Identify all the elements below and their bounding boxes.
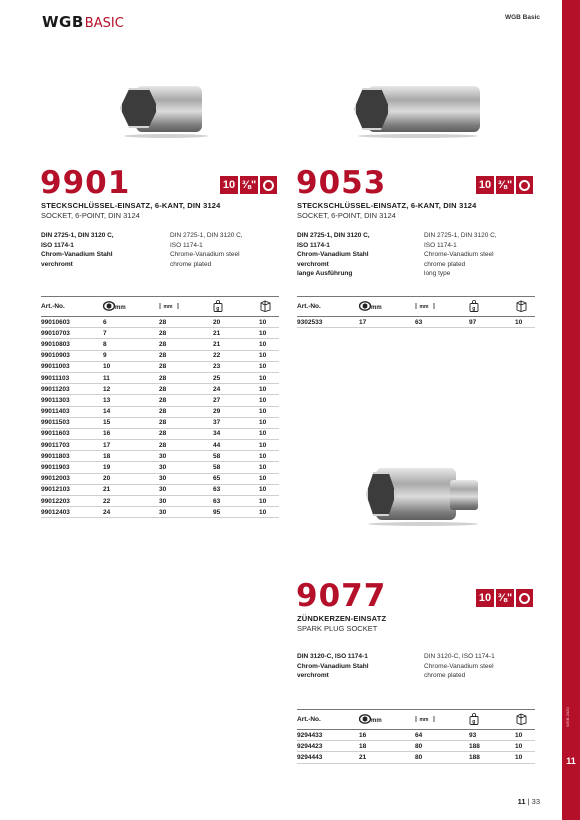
spec-line: DIN 3120-C, ISO 1174-1: [424, 653, 495, 660]
table-cell: 10: [259, 451, 279, 462]
table-row: [297, 317, 535, 328]
weight-icon: [213, 300, 223, 314]
product-photo-9077: [364, 464, 484, 528]
table-cell: 21: [213, 339, 259, 350]
table-header-row: [297, 297, 535, 317]
table-cell: 23: [213, 361, 259, 372]
table-cell: 93: [469, 730, 515, 741]
specs-de-9053: [297, 231, 370, 279]
col-length: [415, 297, 469, 317]
table-cell: 63: [213, 496, 259, 507]
table-cell: 80: [415, 741, 469, 752]
table-cell: 99011303: [41, 395, 103, 406]
spec-line: ISO 1174-1: [41, 241, 74, 249]
svg-text:g: g: [472, 718, 476, 725]
table-cell: 10: [103, 361, 159, 372]
table-header-row: [297, 710, 535, 730]
table-row: [41, 451, 279, 462]
table-cell: 20: [103, 473, 159, 484]
spec-line: Chrome-Vanadium steel: [424, 662, 494, 670]
table-cell: 65: [213, 473, 259, 484]
spec-line: Chrom-Vanadium Stahl: [41, 251, 113, 259]
socket-size-icon: [359, 714, 383, 726]
spec-line: Chrome-Vanadium steel: [170, 251, 240, 259]
spec-line: chrome plated: [170, 260, 212, 268]
table-cell: 28: [159, 339, 213, 350]
product-table-9901: [41, 296, 279, 518]
table-cell: 24: [213, 384, 259, 395]
svg-text:mm: mm: [163, 303, 173, 310]
weight-icon: [469, 300, 479, 314]
product-photo-9053: [352, 80, 482, 140]
table-row: [297, 730, 535, 741]
table-row: [41, 328, 279, 339]
socket-size-icon: [359, 301, 383, 313]
spec-line: Chrom-Vanadium Stahl: [297, 662, 369, 670]
svg-text:g: g: [472, 305, 476, 312]
table-cell: 99011003: [41, 361, 103, 372]
table-cell: 80: [415, 752, 469, 763]
table-cell: 28: [159, 317, 213, 328]
page-total: 33: [531, 797, 540, 806]
chapter-sidebar: [562, 0, 580, 820]
table-cell: 17: [359, 317, 415, 328]
product-subtitle-9901: SOCKET, 6-POINT, DIN 3124: [41, 211, 140, 220]
table-row: [41, 317, 279, 328]
table-row: [41, 339, 279, 350]
col-pack: [515, 297, 535, 317]
table-row: [41, 417, 279, 428]
table-cell: 21: [213, 328, 259, 339]
specs-de-9077: [297, 652, 369, 681]
col-art-no: Art.-No.: [41, 297, 103, 317]
spec-line: DIN 2725-1, DIN 3120 C,: [297, 232, 370, 239]
table-cell: 97: [469, 317, 515, 328]
table-cell: 10: [259, 372, 279, 383]
table-row: [41, 473, 279, 484]
spec-line: Chrom-Vanadium Stahl: [297, 251, 369, 259]
svg-text:mm: mm: [115, 304, 126, 311]
table-cell: 63: [213, 484, 259, 495]
col-size: [103, 297, 159, 317]
logo-sub-text: BASIC: [84, 16, 124, 31]
table-row: [41, 496, 279, 507]
table-cell: 10: [259, 484, 279, 495]
col-length: [159, 297, 213, 317]
table-cell: 10: [515, 741, 535, 752]
col-size: [359, 710, 415, 730]
specs-en-9053: [424, 231, 497, 279]
page-number: 11: [517, 797, 526, 806]
table-row: [41, 484, 279, 495]
svg-text:mm: mm: [419, 303, 429, 310]
table-cell: 9294443: [297, 752, 359, 763]
table-cell: 22: [103, 496, 159, 507]
table-cell: 30: [159, 473, 213, 484]
table-cell: 19: [103, 462, 159, 473]
table-row: [41, 350, 279, 361]
table-cell: 28: [159, 440, 213, 451]
table-cell: 18: [359, 741, 415, 752]
table-cell: 8: [103, 339, 159, 350]
table-cell: 99010703: [41, 328, 103, 339]
col-length: [415, 710, 469, 730]
svg-text:mm: mm: [419, 716, 429, 723]
table-cell: 28: [159, 350, 213, 361]
table-cell: 99011403: [41, 406, 103, 417]
spec-line: lange Ausführung: [297, 270, 353, 278]
table-cell: 9: [103, 350, 159, 361]
specs-en-9901: [170, 231, 243, 269]
table-cell: 10: [259, 417, 279, 428]
table-cell: 10: [259, 406, 279, 417]
spec-line: chrome plated: [424, 672, 466, 680]
table-cell: 28: [159, 406, 213, 417]
svg-text:g: g: [216, 305, 220, 312]
table-cell: 30: [159, 451, 213, 462]
table-cell: 99012003: [41, 473, 103, 484]
table-cell: 37: [213, 417, 259, 428]
table-cell: 28: [159, 361, 213, 372]
table-cell: 10: [259, 473, 279, 484]
product-table-9077: [297, 709, 535, 764]
spec-line: DIN 2725-1, DIN 3120 C,: [170, 232, 243, 239]
table-cell: 58: [213, 451, 259, 462]
product-photo-9901: [118, 80, 210, 140]
table-cell: 17: [103, 440, 159, 451]
table-cell: 10: [259, 440, 279, 451]
table-cell: 99011503: [41, 417, 103, 428]
table-cell: 21: [103, 484, 159, 495]
table-cell: 30: [159, 462, 213, 473]
table-cell: 44: [213, 440, 259, 451]
table-row: [41, 462, 279, 473]
spec-line: Chrome-Vanadium steel: [424, 251, 494, 259]
table-cell: 18: [103, 451, 159, 462]
col-pack: [515, 710, 535, 730]
table-cell: 99011203: [41, 384, 103, 395]
table-cell: 99011803: [41, 451, 103, 462]
badge-size: 10: [220, 176, 238, 194]
spec-line: DIN 2725-1, DIN 3120 C,: [424, 232, 497, 239]
badge-fraction: ⅜": [496, 589, 514, 607]
badge-fraction: ⅜": [496, 176, 514, 194]
svg-text:mm: mm: [371, 717, 382, 724]
col-pack: [259, 297, 279, 317]
table-cell: 10: [515, 317, 535, 328]
table-cell: 63: [415, 317, 469, 328]
table-cell: 27: [213, 395, 259, 406]
table-cell: 10: [259, 350, 279, 361]
table-cell: 99012403: [41, 507, 103, 518]
table-row: [41, 372, 279, 383]
product-title-9053: STECKSCHLÜSSEL-EINSATZ, 6-KANT, DIN 3124: [297, 201, 477, 210]
table-cell: 28: [159, 395, 213, 406]
table-cell: 10: [259, 395, 279, 406]
col-art-no: Art.-No.: [297, 710, 359, 730]
table-cell: 15: [103, 417, 159, 428]
table-row: [41, 384, 279, 395]
table-cell: 30: [159, 496, 213, 507]
table-cell: 14: [103, 406, 159, 417]
table-row: [297, 752, 535, 763]
table-cell: 188: [469, 752, 515, 763]
product-number-9077: 9077: [296, 578, 387, 614]
product-subtitle-9053: SOCKET, 6-POINT, DIN 3124: [297, 211, 396, 220]
product-title-9077: ZÜNDKERZEN-EINSATZ: [297, 614, 387, 623]
table-cell: 99011603: [41, 428, 103, 439]
col-size: [359, 297, 415, 317]
table-cell: 28: [159, 384, 213, 395]
table-cell: 10: [259, 339, 279, 350]
product-number-9901: 9901: [40, 165, 131, 201]
col-weight: [213, 297, 259, 317]
table-header-row: [41, 297, 279, 317]
product-table-9053: [297, 296, 535, 328]
table-cell: 10: [515, 730, 535, 741]
table-cell: 6: [103, 317, 159, 328]
hex-socket-icon: [260, 176, 277, 194]
table-cell: 25: [213, 372, 259, 383]
spec-line: ISO 1174-1: [170, 241, 203, 249]
table-cell: 10: [259, 496, 279, 507]
spec-line: ISO 1174-1: [297, 241, 330, 249]
table-cell: 34: [213, 428, 259, 439]
table-cell: 30: [159, 484, 213, 495]
pack-icon: [515, 713, 527, 727]
page-footer: [518, 797, 540, 806]
table-cell: 28: [159, 372, 213, 383]
sidebar-vertical-text: WGB 2020: [565, 707, 570, 727]
table-cell: 9302533: [297, 317, 359, 328]
drive-badge-9053: [476, 176, 533, 194]
drive-badge-9901: [220, 176, 277, 194]
weight-icon: [469, 713, 479, 727]
table-cell: 99012103: [41, 484, 103, 495]
spec-line: ISO 1174-1: [424, 241, 457, 249]
logo-main-text: WGB: [42, 13, 84, 31]
table-cell: 22: [213, 350, 259, 361]
brand-right-label: WGB Basic: [504, 14, 540, 21]
table-cell: 20: [213, 317, 259, 328]
table-cell: 10: [259, 328, 279, 339]
pack-icon: [515, 300, 527, 314]
table-cell: 7: [103, 328, 159, 339]
table-cell: 99010903: [41, 350, 103, 361]
table-cell: 9294423: [297, 741, 359, 752]
drive-badge-9077: [476, 589, 533, 607]
table-cell: 9294433: [297, 730, 359, 741]
product-number-9053: 9053: [296, 165, 387, 201]
table-row: [297, 741, 535, 752]
spec-line: verchromt: [297, 260, 329, 268]
table-cell: 28: [159, 417, 213, 428]
brand-logo: [42, 13, 124, 31]
table-cell: 28: [159, 328, 213, 339]
table-cell: 12: [103, 384, 159, 395]
page-separator: |: [527, 797, 530, 806]
table-cell: 99012203: [41, 496, 103, 507]
length-icon: [415, 302, 435, 312]
col-art-no: Art.-No.: [297, 297, 359, 317]
spec-line: verchromt: [41, 260, 73, 268]
badge-size: 10: [476, 589, 494, 607]
badge-size: 10: [476, 176, 494, 194]
pack-icon: [259, 300, 271, 314]
table-cell: 10: [259, 384, 279, 395]
table-cell: 64: [415, 730, 469, 741]
table-cell: 58: [213, 462, 259, 473]
table-cell: 21: [359, 752, 415, 763]
spec-line: verchromt: [297, 672, 329, 680]
table-row: [41, 428, 279, 439]
table-row: [41, 507, 279, 518]
table-cell: 99011103: [41, 372, 103, 383]
table-row: [41, 440, 279, 451]
badge-fraction: ⅜": [240, 176, 258, 194]
chapter-number: 11: [566, 756, 576, 766]
hex-socket-icon: [516, 176, 533, 194]
table-cell: 99011903: [41, 462, 103, 473]
length-icon: [159, 302, 179, 312]
spec-line: chrome plated: [424, 260, 466, 268]
table-cell: 11: [103, 372, 159, 383]
table-cell: 10: [515, 752, 535, 763]
specs-de-9901: [41, 231, 114, 269]
spec-line: DIN 3120-C, ISO 1174-1: [297, 653, 368, 660]
socket-size-icon: [103, 301, 127, 313]
table-cell: 99010603: [41, 317, 103, 328]
table-cell: 188: [469, 741, 515, 752]
svg-text:mm: mm: [371, 304, 382, 311]
table-cell: 29: [213, 406, 259, 417]
spec-line: DIN 2725-1, DIN 3120 C,: [41, 232, 114, 239]
table-cell: 99010803: [41, 339, 103, 350]
table-cell: 95: [213, 507, 259, 518]
table-cell: 16: [103, 428, 159, 439]
table-cell: 10: [259, 361, 279, 372]
spec-line: long type: [424, 270, 451, 278]
table-cell: 10: [259, 428, 279, 439]
specs-en-9077: [424, 652, 495, 681]
table-cell: 13: [103, 395, 159, 406]
product-subtitle-9077: SPARK PLUG SOCKET: [297, 624, 378, 633]
table-cell: 16: [359, 730, 415, 741]
hex-socket-icon: [516, 589, 533, 607]
table-row: [41, 361, 279, 372]
table-cell: 30: [159, 507, 213, 518]
col-weight: [469, 710, 515, 730]
length-icon: [415, 715, 435, 725]
product-title-9901: STECKSCHLÜSSEL-EINSATZ, 6-KANT, DIN 3124: [41, 201, 221, 210]
table-cell: 10: [259, 462, 279, 473]
table-row: [41, 406, 279, 417]
table-cell: 24: [103, 507, 159, 518]
table-row: [41, 395, 279, 406]
table-cell: 10: [259, 317, 279, 328]
table-cell: 10: [259, 507, 279, 518]
table-cell: 99011703: [41, 440, 103, 451]
col-weight: [469, 297, 515, 317]
table-cell: 28: [159, 428, 213, 439]
